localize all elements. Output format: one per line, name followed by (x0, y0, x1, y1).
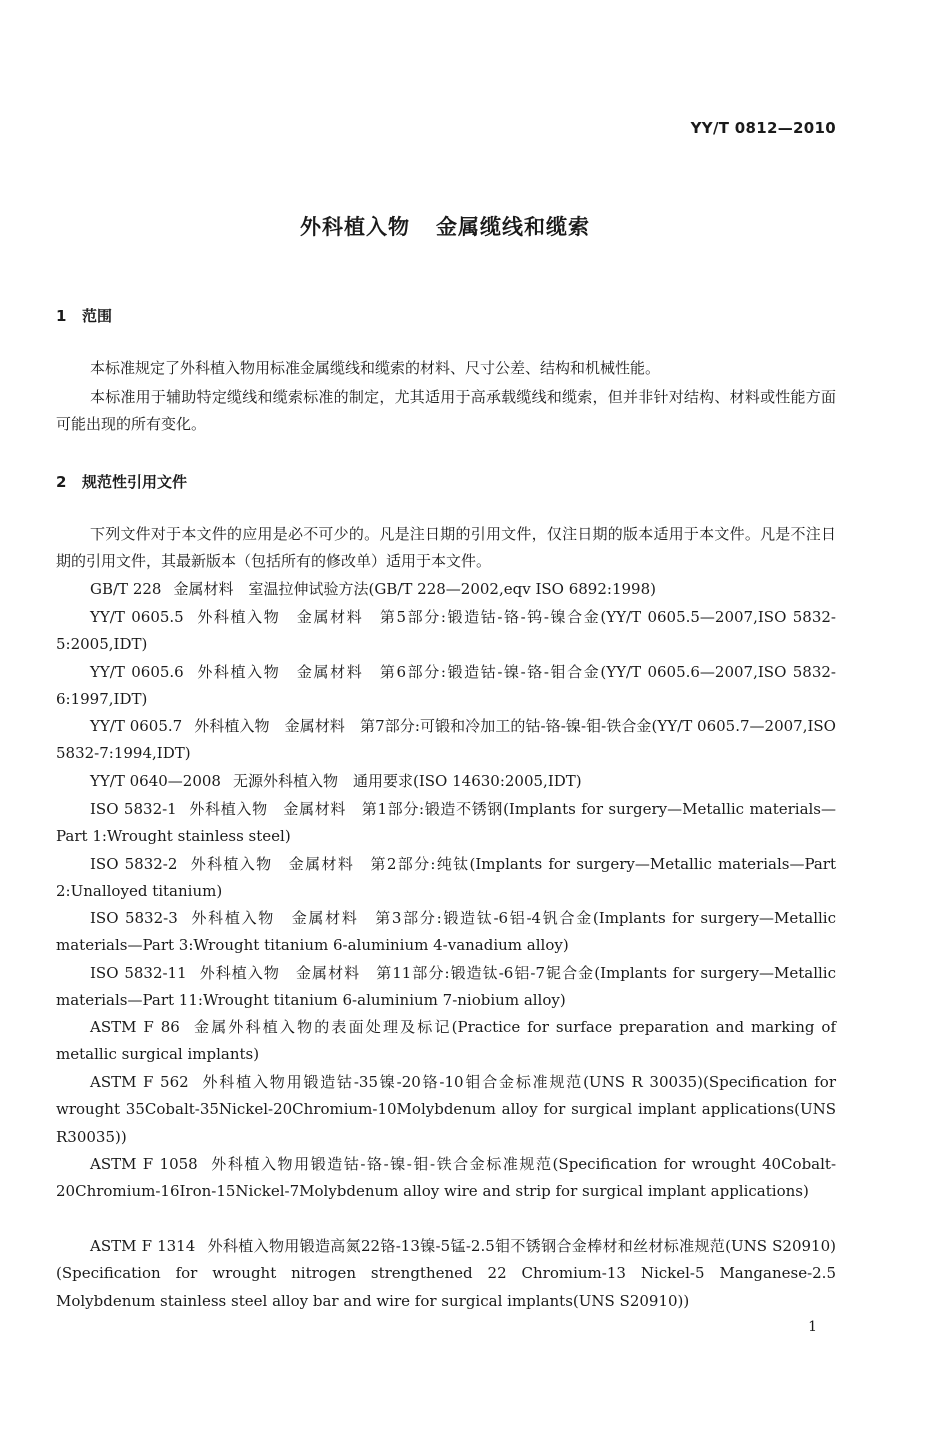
section-number: 2 (56, 473, 67, 491)
references-intro: 下列文件对于本文件的应用是必不可少的。凡是注日期的引用文件，仅注日期的版本适用于本文件。凡是不注日期的引用文件，其最新版本（包括所有的修改单）适用于本文件。 (56, 525, 836, 571)
reference-code: YY/T 0605.5 (90, 608, 184, 626)
reference-text: 金属外科植入物的表面处理及标记(Practice for surface preparation and marking of metallic surgical implants) (56, 1018, 836, 1064)
reference-text: 金属材料 室温拉伸试验方法(GB/T 228—2002,eqv ISO 6892:1998) (173, 580, 656, 598)
reference-code: ASTM F 1314 (90, 1237, 196, 1255)
reference-item (56, 1014, 836, 1069)
title-part-1: 外科植入物 (300, 215, 410, 239)
reference-item (56, 905, 836, 960)
reference-item (56, 713, 836, 768)
reference-item (56, 604, 836, 659)
reference-text: 外科植入物 金属材料 第5部分:锻造钴-铬-钨-镍合金(YY/T 0605.5—2007,ISO 5832-5:2005,IDT) (56, 608, 836, 654)
reference-code: YY/T 0640—2008 (90, 772, 221, 790)
reference-item (56, 960, 836, 1015)
reference-text: 外科植入物用锻造高氮22铬-13镍-5锰-2.5钼不锈钢合金棒材和丝材标准规范(UNS S20910)(Specification for wrought nitrogen strengthened 22 Chromium-13 Nickel-5 Manganese-2.5 Molybdenum stainless steel alloy bar and wire for surgical implants(UNS S20910)) (56, 1237, 836, 1310)
reference-item (56, 1151, 836, 1206)
reference-text: 外科植入物 金属材料 第1部分:锻造不锈钢(Implants for surgery—Metallic materials—Part 1:Wrought stainless steel) (56, 800, 837, 846)
reference-code: ISO 5832-11 (90, 964, 187, 982)
scope-paragraph: 本标准用于辅助特定缆线和缆索标准的制定，尤其适用于高承载缆线和缆索，但并非针对结构、材料或性能方面可能出现的所有变化。 (56, 388, 836, 434)
reference-code: YY/T 0605.7 (90, 717, 183, 735)
reference-text: 外科植入物用锻造钴-35镍-20铬-10钼合金标准规范(UNS R 30035)(Specification for wrought 35Cobalt-35Nickel-20Chromium-10Molybdenum alloy for surgical implant applications(UNS R30035)) (56, 1073, 837, 1146)
reference-text: 外科植入物 金属材料 第11部分:锻造钛-6铝-7铌合金(Implants for surgery—Metallic materials—Part 11:Wrought titanium 6-aluminium 7-niobium alloy) (56, 964, 836, 1010)
title-part-2: 金属缆线和缆索 (436, 215, 590, 239)
reference-item (56, 1069, 836, 1151)
reference-text: 外科植入物 金属材料 第3部分:锻造钛-6铝-4钒合金(Implants for surgery—Metallic materials—Part 3:Wrought titanium 6-aluminium 4-vanadium alloy) (56, 909, 836, 955)
reference-text: 外科植入物用锻造钴-铬-镍-钼-铁合金标准规范(Specification for wrought 40Cobalt-20Chromium-16Iron-15Nickel-7Molybdenum alloy wire and strip for surgical implant applications) (56, 1155, 837, 1201)
reference-item (56, 1233, 836, 1315)
reference-code: ASTM F 562 (90, 1073, 189, 1091)
document-title (0, 211, 890, 241)
scope-paragraph: 本标准规定了外科植入物用标准金属缆线和缆索的材料、尺寸公差、结构和机械性能。 (90, 359, 661, 377)
reference-item (56, 659, 836, 714)
section-1-heading (56, 305, 112, 326)
standard-code: YY/T 0812—2010 (690, 119, 836, 137)
reference-item (56, 851, 836, 906)
section-title: 范围 (82, 307, 113, 325)
reference-item (56, 576, 836, 603)
reference-code: ASTM F 86 (90, 1018, 180, 1036)
reference-code: ISO 5832-3 (90, 909, 178, 927)
section-number: 1 (56, 307, 67, 325)
reference-code: GB/T 228 (90, 580, 162, 598)
reference-text: 外科植入物 金属材料 第2部分:纯钛(Implants for surgery—Metallic materials—Part 2:Unalloyed titanium) (56, 855, 836, 901)
reference-code: ASTM F 1058 (90, 1155, 198, 1173)
section-title: 规范性引用文件 (82, 473, 188, 491)
reference-text: 外科植入物 金属材料 第6部分:锻造钴-镍-铬-钼合金(YY/T 0605.6—2007,ISO 5832-6:1997,IDT) (56, 663, 836, 709)
page-number: 1 (808, 1319, 817, 1335)
reference-item (56, 796, 836, 851)
reference-text: 无源外科植入物 通用要求(ISO 14630:2005,IDT) (232, 772, 582, 790)
reference-item (56, 768, 836, 795)
reference-code: ISO 5832-1 (90, 800, 177, 818)
reference-code: ISO 5832-2 (90, 855, 178, 873)
reference-code: YY/T 0605.6 (90, 663, 184, 681)
reference-text: 外科植入物 金属材料 第7部分:可锻和冷加工的钴-铬-镍-钼-铁合金(YY/T 0605.7—2007,ISO 5832-7:1994,IDT) (56, 717, 836, 763)
section-2-heading (56, 471, 187, 492)
